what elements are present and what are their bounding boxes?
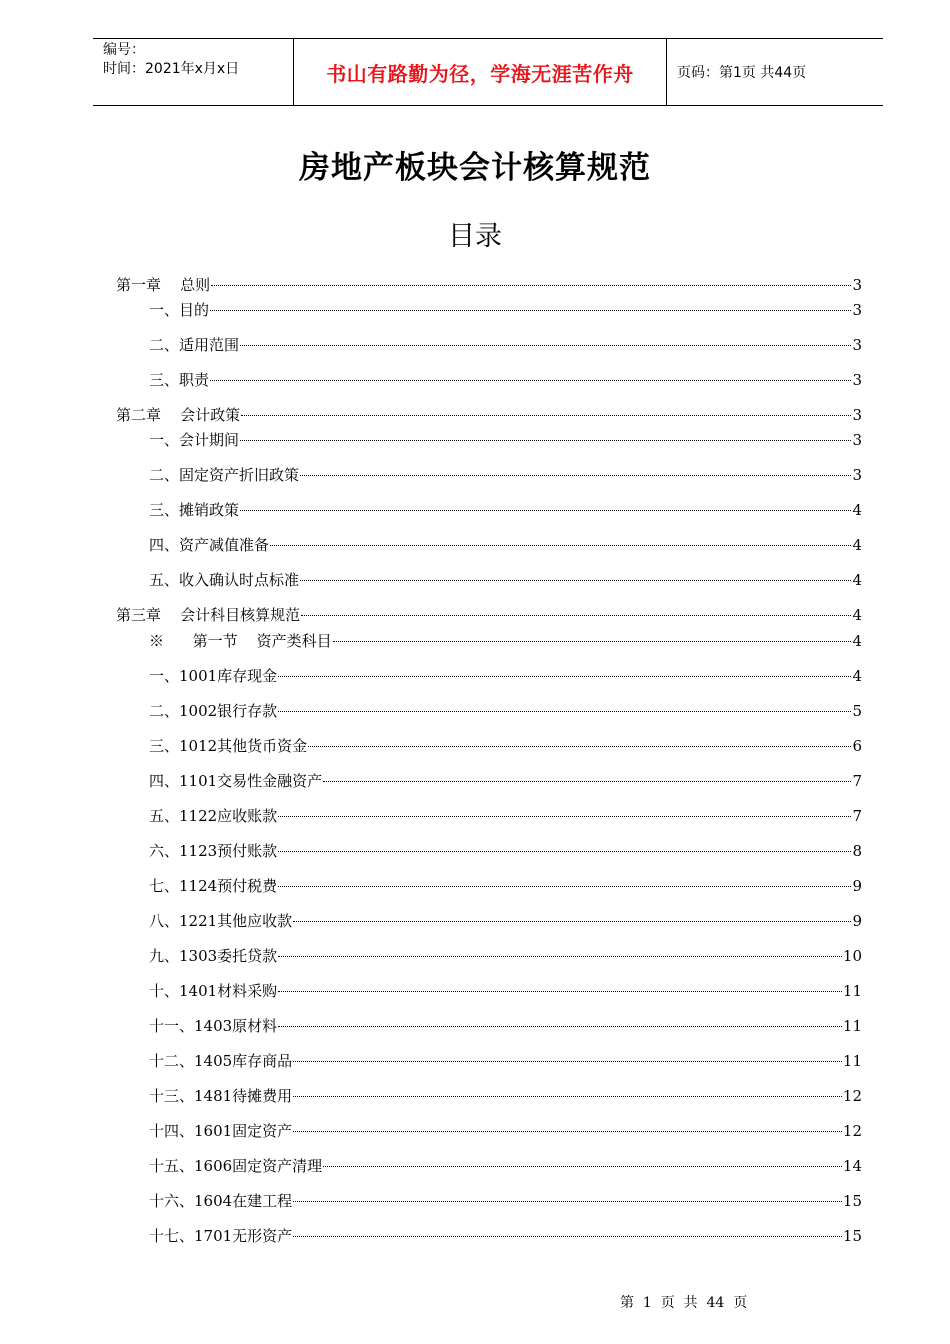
toc-entry-label: 一、目的	[149, 301, 210, 319]
toc-entry-label: 三、摊销政策	[149, 501, 240, 519]
toc-entry-label: 第一章 总则	[116, 276, 211, 294]
toc-entry-page: 3	[852, 431, 862, 449]
toc-leader-dots	[211, 285, 851, 286]
toc-entry-page: 5	[852, 702, 862, 720]
toc-leader-dots	[323, 781, 851, 782]
toc-entry[interactable]	[149, 666, 862, 686]
toc-leader-dots	[210, 380, 851, 381]
header-meta	[93, 39, 294, 105]
toc-entry[interactable]	[116, 275, 862, 295]
time-label: 时间：2021年x月x日	[103, 61, 240, 77]
toc-entry[interactable]	[149, 631, 862, 651]
toc-leader-dots	[293, 1061, 842, 1062]
toc-entry-label: 第二章 会计政策	[116, 406, 241, 424]
toc-entry-label: 五、收入确认时点标准	[149, 571, 300, 589]
toc-entry-label: 九、1303委托贷款	[149, 947, 278, 965]
toc-entry-label: ※ 第一节 资产类科目	[149, 632, 332, 650]
toc-leader-dots	[240, 510, 851, 511]
toc-entry[interactable]	[149, 841, 862, 861]
toc-entry[interactable]	[149, 570, 862, 590]
page-footer: 第 1 页 共 44 页	[620, 1295, 748, 1311]
toc-entry-label: 五、1122应收账款	[149, 807, 278, 825]
number-label: 编号：	[103, 42, 145, 58]
toc-entry-label: 十二、1405库存商品	[149, 1052, 293, 1070]
toc-entry[interactable]	[149, 981, 862, 1001]
toc-entry[interactable]	[149, 876, 862, 896]
toc-entry-page: 3	[852, 336, 862, 354]
toc-entry[interactable]	[149, 335, 862, 355]
toc-entry[interactable]	[149, 500, 862, 520]
toc-entry[interactable]	[116, 405, 862, 425]
toc-leader-dots	[301, 615, 851, 616]
toc-entry[interactable]	[149, 370, 862, 390]
page-header	[93, 38, 883, 106]
toc-entry-page: 11	[842, 1052, 862, 1070]
header-slogan: 书山有路勤为径，学海无涯苦作舟	[294, 39, 667, 105]
toc-entry[interactable]	[149, 1086, 862, 1106]
toc-leader-dots	[293, 1201, 842, 1202]
toc-entry-label: 二、1002银行存款	[149, 702, 278, 720]
toc-entry-label: 一、1001库存现金	[149, 667, 278, 685]
toc-entry-label: 十、1401材料采购	[149, 982, 278, 1000]
toc-entry[interactable]	[149, 771, 862, 791]
toc-entry[interactable]	[149, 535, 862, 555]
toc-entry-label: 十七、1701无形资产	[149, 1227, 293, 1245]
toc-entry-page: 8	[852, 842, 862, 860]
toc-entry-page: 9	[852, 877, 862, 895]
toc-entry-page: 6	[852, 737, 862, 755]
toc-leader-dots	[300, 580, 851, 581]
toc-entry-label: 三、1012其他货币资金	[149, 737, 308, 755]
toc-entry-page: 4	[852, 571, 862, 589]
toc-entry[interactable]	[149, 1156, 862, 1176]
toc-leader-dots	[278, 886, 851, 887]
toc-leader-dots	[293, 921, 851, 922]
toc-entry-label: 四、1101交易性金融资产	[149, 772, 323, 790]
toc-leader-dots	[300, 475, 851, 476]
toc-entry[interactable]	[149, 1191, 862, 1211]
toc-entry[interactable]	[149, 806, 862, 826]
toc-entry[interactable]	[149, 430, 862, 450]
toc-leader-dots	[278, 1026, 842, 1027]
toc-leader-dots	[293, 1096, 842, 1097]
toc-leader-dots	[293, 1131, 842, 1132]
toc-entry-page: 3	[852, 466, 862, 484]
toc-entry[interactable]	[149, 300, 862, 320]
toc-entry-page: 4	[852, 632, 862, 650]
toc-entry[interactable]	[149, 1226, 862, 1246]
toc-entry-page: 15	[842, 1227, 862, 1245]
toc-entry[interactable]	[116, 605, 862, 625]
toc-entry[interactable]	[149, 1121, 862, 1141]
toc-entry-label: 一、会计期间	[149, 431, 240, 449]
toc-entry-page: 3	[852, 276, 862, 294]
toc-entry-label: 十五、1606固定资产清理	[149, 1157, 323, 1175]
toc-entry-page: 3	[852, 371, 862, 389]
toc-entry-page: 4	[852, 501, 862, 519]
toc-entry-page: 11	[842, 982, 862, 1000]
toc-leader-dots	[278, 991, 842, 992]
toc-entry-page: 7	[852, 772, 862, 790]
toc-entry-label: 二、适用范围	[149, 336, 240, 354]
toc-leader-dots	[293, 1236, 842, 1237]
toc-entry-page: 15	[842, 1192, 862, 1210]
toc-entry-label: 七、1124预付税费	[149, 877, 278, 895]
toc-entry-page: 14	[842, 1157, 862, 1175]
toc-entry[interactable]	[149, 701, 862, 721]
toc-entry-label: 八、1221其他应收款	[149, 912, 293, 930]
toc-leader-dots	[278, 956, 842, 957]
toc-leader-dots	[308, 746, 851, 747]
toc-leader-dots	[241, 415, 851, 416]
toc-entry-page: 4	[852, 606, 862, 624]
header-page-info: 页码：第1页 共44页	[677, 65, 807, 81]
toc-entry-label: 三、职责	[149, 371, 210, 389]
toc-entry-label: 十四、1601固定资产	[149, 1122, 293, 1140]
toc-entry-page: 4	[852, 667, 862, 685]
toc-entry[interactable]	[149, 911, 862, 931]
toc-leader-dots	[270, 545, 851, 546]
toc-entry-page: 12	[842, 1122, 862, 1140]
toc-leader-dots	[210, 310, 851, 311]
toc-leader-dots	[278, 851, 851, 852]
toc-entry[interactable]	[149, 736, 862, 756]
toc-entry[interactable]	[149, 1051, 862, 1071]
toc-entry-label: 四、资产减值准备	[149, 536, 270, 554]
toc-entry[interactable]	[149, 1016, 862, 1036]
toc-leader-dots	[323, 1166, 842, 1167]
toc-entry-page: 7	[852, 807, 862, 825]
toc-leader-dots	[240, 345, 851, 346]
document-title: 房地产板块会计核算规范	[299, 150, 651, 186]
toc-entry-page: 4	[852, 536, 862, 554]
toc-entry-page: 3	[852, 301, 862, 319]
toc-entry-page: 9	[852, 912, 862, 930]
toc-entry[interactable]	[149, 465, 862, 485]
toc-entry-page: 12	[842, 1087, 862, 1105]
toc-leader-dots	[278, 676, 851, 677]
toc-leader-dots	[333, 641, 852, 642]
toc-leader-dots	[278, 711, 851, 712]
toc-entry[interactable]	[149, 946, 862, 966]
toc-heading: 目录	[448, 221, 502, 252]
toc-entry-page: 3	[852, 406, 862, 424]
toc-entry-label: 十一、1403原材料	[149, 1017, 278, 1035]
toc-entry-label: 十三、1481待摊费用	[149, 1087, 293, 1105]
toc-entry-label: 二、固定资产折旧政策	[149, 466, 300, 484]
toc-entry-page: 11	[842, 1017, 862, 1035]
toc-entry-page: 10	[842, 947, 862, 965]
toc-entry-label: 十六、1604在建工程	[149, 1192, 293, 1210]
toc-leader-dots	[278, 816, 851, 817]
toc-entry-label: 六、1123预付账款	[149, 842, 278, 860]
toc-entry-label: 第三章 会计科目核算规范	[116, 606, 301, 624]
toc-leader-dots	[240, 440, 851, 441]
